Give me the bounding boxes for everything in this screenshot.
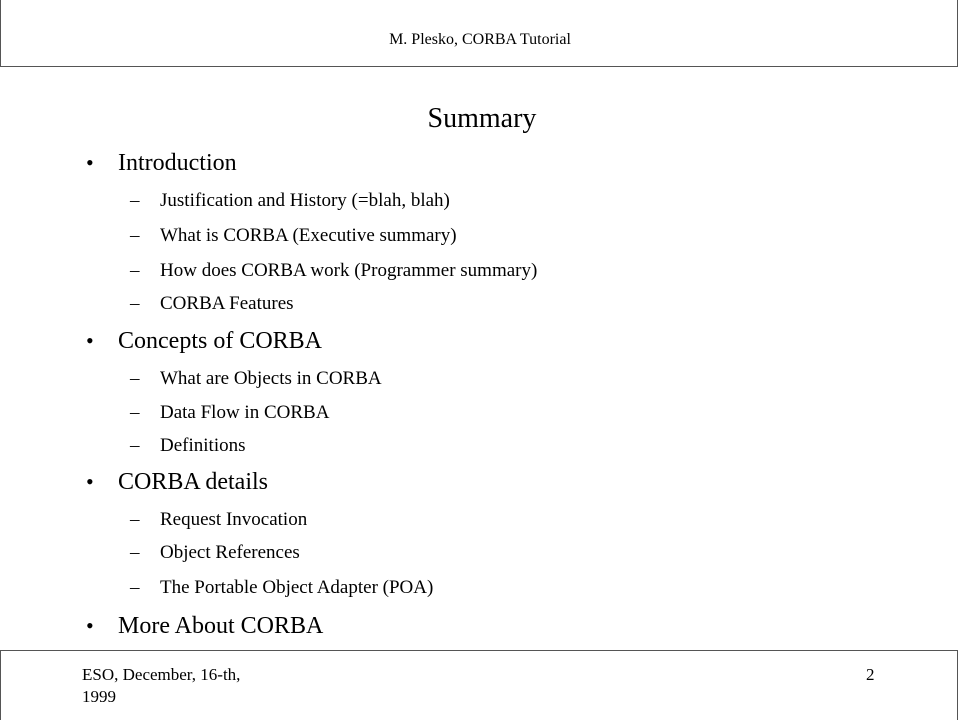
dash-icon: – (130, 542, 140, 563)
dash-icon: – (130, 190, 140, 211)
dash-icon: – (130, 402, 140, 423)
section-label: CORBA details (118, 469, 269, 495)
slide-title: Summary (427, 103, 537, 134)
sub-item-label: Request Invocation (160, 509, 308, 530)
section-label: More About CORBA (118, 613, 324, 639)
footer-date-line2: 1999 (82, 687, 116, 706)
dash-icon: – (130, 260, 140, 281)
section-label: Introduction (118, 150, 237, 176)
sub-item-label: What are Objects in CORBA (160, 368, 382, 389)
dash-icon: – (130, 225, 140, 246)
footer-date (82, 664, 292, 708)
dash-icon: – (130, 435, 140, 456)
dash-icon: – (130, 509, 140, 530)
sub-item-label: Object References (160, 542, 300, 563)
sub-item-label: The Portable Object Adapter (POA) (160, 577, 434, 598)
sub-item-label: How does CORBA work (Programmer summary) (160, 260, 538, 281)
dash-icon: – (130, 368, 140, 389)
dash-icon: – (130, 293, 140, 314)
dash-icon: – (130, 577, 140, 598)
bullet-icon: • (86, 613, 94, 638)
sub-item-label: Justification and History (=blah, blah) (160, 190, 450, 211)
sub-item-label: What is CORBA (Executive summary) (160, 225, 457, 246)
footer-date-line1: ESO, December, 16-th, (82, 665, 241, 684)
section-label: Concepts of CORBA (118, 328, 322, 354)
bullet-icon: • (86, 469, 94, 494)
sub-item-label: CORBA Features (160, 293, 294, 314)
bullet-icon: • (86, 328, 94, 353)
sub-item-label: Definitions (160, 435, 246, 456)
page-number: 2 (866, 665, 875, 684)
header-text: M. Plesko, CORBA Tutorial (389, 31, 571, 48)
bullet-icon: • (86, 150, 94, 175)
sub-item-label: Data Flow in CORBA (160, 402, 330, 423)
